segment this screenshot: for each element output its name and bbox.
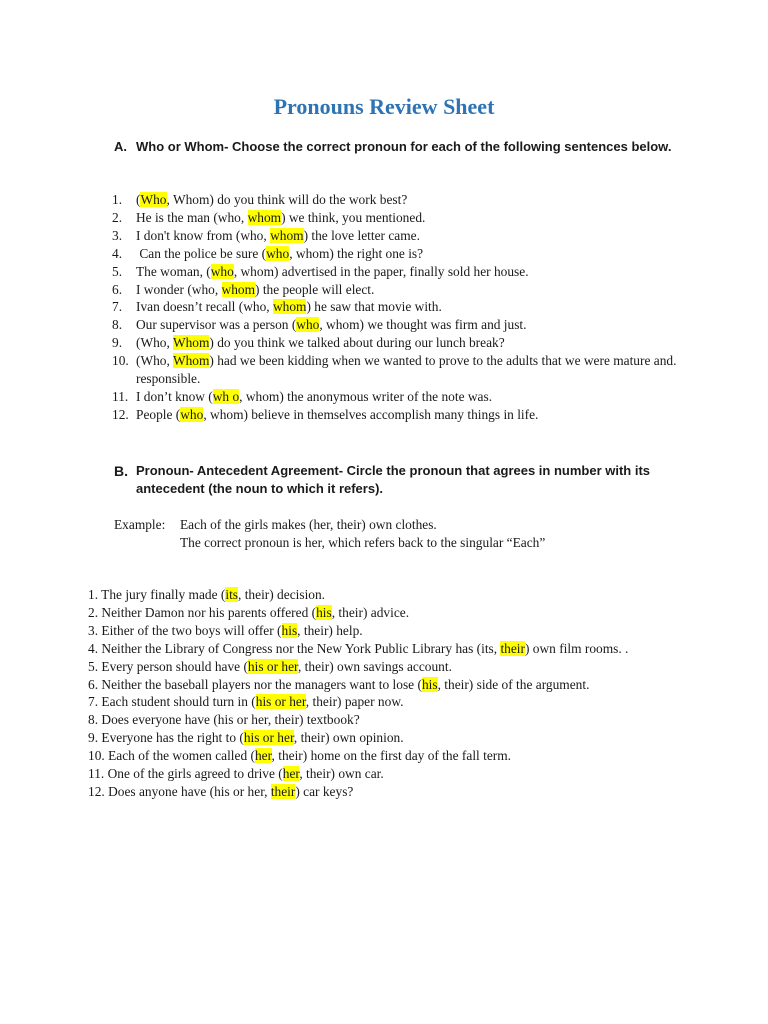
item-number: 4.	[112, 245, 123, 261]
highlighted-answer: Who	[140, 192, 167, 207]
item-number: 6.	[88, 676, 99, 692]
item-number: 3.	[112, 227, 123, 243]
item-text: , their) home on the first day of the fall term.	[271, 748, 511, 764]
item-text: , their) own opinion.	[293, 730, 404, 746]
example-block	[114, 516, 674, 552]
item-number: 12.	[88, 783, 105, 799]
item-text: (Who,	[136, 353, 173, 369]
item-text: , whom) believe in themselves accomplish many things in life.	[203, 406, 539, 422]
item-number: 3.	[88, 622, 99, 638]
list-item	[88, 711, 688, 729]
item-number: 1.	[88, 587, 99, 602]
item-text: Each student should turn in (	[101, 694, 256, 710]
item-text: (	[136, 192, 141, 207]
item-text: The woman, (	[136, 263, 211, 279]
highlighted-answer: whom	[270, 227, 304, 243]
list-item	[88, 729, 688, 747]
list-item	[88, 658, 688, 676]
section-a-heading	[114, 138, 674, 156]
highlighted-answer: whom	[247, 209, 282, 225]
item-text: ) own film rooms. .	[525, 640, 629, 656]
list-item	[88, 604, 688, 622]
highlighted-answer: their	[500, 640, 525, 656]
item-text: , whom) the right one is?	[289, 245, 424, 261]
highlighted-answer: wh o	[212, 388, 240, 404]
item-number: 2.	[88, 604, 99, 620]
highlighted-answer: his or her	[243, 730, 294, 746]
item-text: , whom) we thought was firm and just.	[319, 317, 527, 333]
item-text: Does anyone have (his or her,	[108, 783, 271, 799]
item-number: 7.	[88, 694, 99, 710]
item-text: I don’t know (	[136, 388, 213, 404]
list-item	[112, 298, 682, 316]
list-item	[88, 693, 688, 711]
item-text: , their) side of the argument.	[437, 676, 590, 692]
item-text: , their) advice.	[331, 604, 410, 620]
list-item	[112, 388, 682, 406]
highlighted-answer: who	[296, 317, 320, 333]
item-number: 5.	[88, 658, 99, 674]
item-text: , their) decision.	[238, 587, 326, 602]
item-text: One of the girls agreed to drive (	[107, 766, 283, 782]
highlighted-answer: Whom	[172, 353, 210, 369]
highlighted-answer: who	[210, 263, 234, 279]
section-b-heading	[114, 462, 674, 498]
item-text: ) car keys?	[295, 783, 354, 799]
highlighted-answer: his	[281, 622, 298, 638]
item-text: Neither the baseball players nor the managers want to lose (	[101, 676, 422, 692]
list-item	[112, 316, 682, 334]
highlighted-answer: Whom	[172, 335, 210, 351]
item-number: 11.	[88, 766, 105, 782]
item-number: 2.	[112, 209, 123, 225]
list-item	[112, 352, 682, 388]
item-number: 6.	[112, 281, 123, 297]
section-b-question-list	[88, 586, 688, 801]
item-text: Can the police be sure (	[136, 245, 267, 261]
item-text: Everyone has the right to (	[101, 730, 244, 746]
list-item	[112, 334, 682, 352]
item-text: , Whom) do you think will do the work best?	[166, 192, 408, 207]
list-item	[112, 263, 682, 281]
item-text: Does everyone have (his or her, their) textbook?	[101, 712, 360, 728]
section-b-letter: B.	[114, 463, 128, 479]
item-text: Neither Damon nor his parents offered (	[101, 604, 317, 620]
item-text: ) the people will elect.	[255, 281, 375, 297]
example-explanation: The correct pronoun is her, which refers back to the singular “Each”	[180, 535, 546, 550]
item-number: 5.	[112, 263, 123, 279]
section-a-question-list	[112, 191, 682, 424]
item-number: 11.	[112, 388, 129, 404]
item-text: ) had we been kidding when we wanted to prove to the adults that we were mature and. responsible.	[136, 353, 677, 387]
item-text: ) do you think we talked about during our lunch break?	[209, 335, 505, 351]
highlighted-answer: who	[266, 245, 290, 261]
highlighted-answer: her	[254, 748, 272, 764]
item-text: Our supervisor was a person (	[136, 317, 297, 333]
item-text: , whom) advertised in the paper, finally sold her house.	[233, 263, 529, 279]
item-text: Neither the Library of Congress nor the New York Public Library has (its,	[101, 640, 501, 656]
item-number: 9.	[88, 730, 99, 746]
list-item	[88, 765, 688, 783]
item-text: , their) paper now.	[305, 694, 404, 710]
list-item	[88, 676, 688, 694]
item-number: 8.	[112, 317, 123, 333]
item-text: ) we think, you mentioned.	[281, 209, 426, 225]
highlighted-answer: whom	[221, 281, 256, 297]
item-number: 8.	[88, 712, 99, 728]
item-text: People (	[136, 406, 181, 422]
list-item	[112, 209, 682, 227]
section-a-letter: A.	[114, 139, 127, 154]
item-number: 10.	[112, 353, 129, 369]
item-text: Each of the women called (	[108, 748, 255, 764]
list-item	[88, 622, 688, 640]
item-text: , their) own savings account.	[297, 658, 452, 674]
item-number: 12.	[112, 406, 129, 422]
highlighted-answer: who	[180, 406, 204, 422]
item-text: ) he saw that movie with.	[306, 299, 442, 315]
item-text: ) the love letter came.	[303, 227, 420, 243]
item-text: , their) own car.	[299, 766, 384, 782]
item-number: 7.	[112, 299, 123, 315]
highlighted-answer: his or her	[247, 658, 298, 674]
list-item	[88, 640, 688, 658]
highlighted-answer: his or her	[255, 694, 306, 710]
list-item	[88, 747, 688, 765]
example-label: Example:	[114, 517, 166, 532]
item-text: (Who,	[136, 335, 173, 351]
page-title: Pronouns Review Sheet	[273, 94, 495, 119]
list-item	[112, 406, 682, 424]
section-b-heading-text: Pronoun- Antecedent Agreement- Circle the pronoun that agrees in number with its antecedent (the noun to which it refers).	[136, 463, 651, 496]
item-text: , whom) the anonymous writer of the note was.	[239, 388, 493, 404]
list-item	[112, 227, 682, 245]
item-text: Every person should have (	[101, 658, 248, 674]
item-text: I don't know from (who,	[136, 227, 271, 243]
highlighted-answer: whom	[272, 299, 307, 315]
item-number: 10.	[88, 748, 105, 764]
item-text: I wonder (who,	[136, 281, 222, 297]
highlighted-answer: his	[421, 676, 438, 692]
item-number: 4.	[88, 640, 99, 656]
item-text: He is the man (who,	[136, 209, 248, 225]
list-item	[112, 281, 682, 299]
item-text: , their) help.	[297, 622, 363, 638]
item-number: 9.	[112, 335, 123, 351]
list-item	[112, 191, 682, 209]
highlighted-answer: his	[316, 604, 332, 620]
item-text: The jury finally made (	[101, 587, 226, 602]
item-number: 1.	[112, 192, 123, 207]
section-a-heading-text: Who or Whom- Choose the correct pronoun for each of the following sentences below.	[136, 139, 672, 154]
list-item	[88, 783, 688, 801]
example-sentence: Each of the girls makes (her, their) own clothes.	[180, 517, 437, 532]
item-text: Ivan doesn’t recall (who,	[136, 299, 273, 315]
highlighted-answer: its	[225, 587, 239, 602]
item-text: Either of the two boys will offer (	[101, 622, 282, 638]
highlighted-answer: their	[270, 783, 296, 799]
highlighted-answer: her	[282, 766, 300, 782]
list-item	[112, 245, 682, 263]
list-item	[88, 586, 688, 604]
